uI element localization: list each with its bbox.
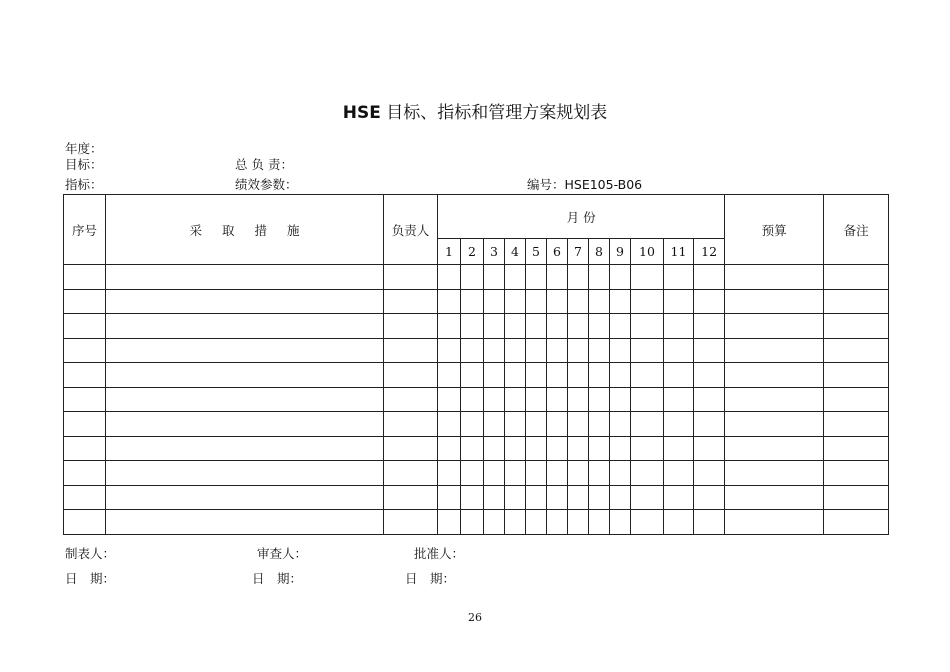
table-cell: [64, 510, 106, 535]
table-cell: [461, 485, 484, 510]
table-cell: [505, 314, 526, 339]
table-cell: [664, 436, 694, 461]
table-cell: [64, 338, 106, 363]
table-cell: [505, 485, 526, 510]
table-cell: [526, 412, 547, 437]
table-cell: [824, 461, 889, 486]
table-cell: [384, 363, 438, 388]
param-label: 绩效参数：: [235, 177, 298, 192]
table-cell: [631, 338, 664, 363]
table-cell: [438, 412, 461, 437]
table-cell: [484, 265, 505, 290]
table-cell: [664, 338, 694, 363]
table-cell: [725, 314, 824, 339]
table-cell: [610, 510, 631, 535]
table-cell: [664, 485, 694, 510]
month-header: 2: [461, 239, 484, 265]
table-cell: [526, 461, 547, 486]
table-cell: [589, 387, 610, 412]
table-cell: [484, 485, 505, 510]
table-cell: [589, 510, 610, 535]
table-cell: [725, 289, 824, 314]
owner-label: 总 负 责：: [235, 157, 293, 172]
month-header: 7: [568, 239, 589, 265]
table-cell: [568, 314, 589, 339]
table-cell: [64, 314, 106, 339]
table-cell: [694, 338, 725, 363]
table-cell: [547, 510, 568, 535]
table-cell: [610, 363, 631, 388]
table-cell: [526, 436, 547, 461]
table-cell: [64, 289, 106, 314]
table-cell: [631, 510, 664, 535]
table-cell: [484, 314, 505, 339]
month-header: 11: [664, 239, 694, 265]
table-cell: [547, 387, 568, 412]
table-cell: [64, 412, 106, 437]
table-cell: [631, 363, 664, 388]
reviewed-by-label: 审查人：: [257, 546, 308, 561]
header-budget: 预算: [725, 195, 824, 265]
table-cell: [64, 265, 106, 290]
table-cell: [438, 289, 461, 314]
table-cell: [438, 510, 461, 535]
table-cell: [664, 289, 694, 314]
table-cell: [526, 314, 547, 339]
table-cell: [824, 314, 889, 339]
table-cell: [547, 314, 568, 339]
table-cell: [694, 461, 725, 486]
indicator-label: 指标：: [65, 177, 103, 192]
table-cell: [64, 363, 106, 388]
table-cell: [589, 412, 610, 437]
table-cell: [64, 485, 106, 510]
table-cell: [610, 289, 631, 314]
table-row: [64, 338, 889, 363]
table-cell: [610, 461, 631, 486]
table-cell: [694, 363, 725, 388]
table-cell: [526, 363, 547, 388]
table-cell: [384, 461, 438, 486]
table-cell: [384, 412, 438, 437]
table-cell: [461, 314, 484, 339]
table-cell: [461, 289, 484, 314]
table-cell: [484, 461, 505, 486]
table-cell: [505, 412, 526, 437]
month-header: 10: [631, 239, 664, 265]
table-cell: [106, 363, 384, 388]
table-row: [64, 387, 889, 412]
table-cell: [64, 436, 106, 461]
table-cell: [631, 314, 664, 339]
table-cell: [694, 412, 725, 437]
table-cell: [461, 436, 484, 461]
table-cell: [438, 314, 461, 339]
table-cell: [505, 338, 526, 363]
table-cell: [664, 510, 694, 535]
table-cell: [694, 289, 725, 314]
table-cell: [610, 265, 631, 290]
table-cell: [694, 510, 725, 535]
month-header: 8: [589, 239, 610, 265]
table-cell: [484, 412, 505, 437]
table-cell: [484, 289, 505, 314]
table-cell: [547, 289, 568, 314]
table-cell: [461, 265, 484, 290]
table-cell: [725, 436, 824, 461]
table-cell: [106, 289, 384, 314]
table-cell: [461, 412, 484, 437]
table-cell: [725, 485, 824, 510]
table-cell: [694, 314, 725, 339]
table-cell: [384, 314, 438, 339]
table-cell: [484, 436, 505, 461]
table-cell: [461, 510, 484, 535]
table-cell: [505, 461, 526, 486]
table-cell: [547, 485, 568, 510]
target-label: 目标：: [65, 157, 103, 172]
table-cell: [438, 485, 461, 510]
header-remark: 备注: [824, 195, 889, 265]
table-cell: [547, 363, 568, 388]
table-cell: [547, 338, 568, 363]
table-cell: [64, 461, 106, 486]
table-cell: [106, 461, 384, 486]
code-label: 编号：HSE105-B06: [527, 177, 643, 192]
table-cell: [384, 265, 438, 290]
table-cell: [664, 387, 694, 412]
table-cell: [610, 314, 631, 339]
table-cell: [725, 265, 824, 290]
date-label-2: 日 期：: [252, 571, 303, 586]
table-cell: [106, 338, 384, 363]
table-cell: [589, 461, 610, 486]
table-cell: [589, 314, 610, 339]
table-cell: [631, 412, 664, 437]
month-header: 1: [438, 239, 461, 265]
year-label: 年度：: [65, 141, 103, 156]
table-cell: [384, 436, 438, 461]
title-rest: 目标、指标和管理方案规划表: [386, 103, 608, 123]
table-row: [64, 265, 889, 290]
table-cell: [505, 436, 526, 461]
table-row: [64, 510, 889, 535]
table-cell: [568, 412, 589, 437]
table-cell: [610, 338, 631, 363]
table-cell: [610, 387, 631, 412]
month-header: 3: [484, 239, 505, 265]
table-cell: [384, 510, 438, 535]
table-cell: [461, 461, 484, 486]
table-cell: [824, 485, 889, 510]
table-cell: [384, 289, 438, 314]
table-cell: [664, 314, 694, 339]
table-cell: [526, 289, 547, 314]
table-cell: [664, 461, 694, 486]
header-month: 月 份: [438, 195, 725, 239]
table-cell: [438, 461, 461, 486]
table-cell: [610, 436, 631, 461]
table-cell: [438, 436, 461, 461]
month-header: 5: [526, 239, 547, 265]
table-cell: [568, 289, 589, 314]
page-title: [0, 98, 950, 123]
title-prefix: HSE: [342, 103, 381, 123]
table-cell: [384, 338, 438, 363]
table-cell: [438, 338, 461, 363]
table-cell: [461, 338, 484, 363]
table-cell: [526, 265, 547, 290]
table-cell: [526, 485, 547, 510]
table-cell: [461, 363, 484, 388]
table-cell: [824, 510, 889, 535]
table-cell: [106, 314, 384, 339]
table-cell: [547, 265, 568, 290]
table-cell: [526, 510, 547, 535]
table-cell: [725, 510, 824, 535]
table-cell: [505, 289, 526, 314]
table-cell: [438, 387, 461, 412]
table-cell: [610, 412, 631, 437]
table-row: [64, 363, 889, 388]
table-cell: [568, 461, 589, 486]
table-cell: [824, 363, 889, 388]
table-cell: [664, 363, 694, 388]
table-cell: [725, 363, 824, 388]
table-row: [64, 314, 889, 339]
table-cell: [631, 387, 664, 412]
table-cell: [106, 510, 384, 535]
table-cell: [484, 363, 505, 388]
table-cell: [631, 485, 664, 510]
table-cell: [106, 412, 384, 437]
month-header: 12: [694, 239, 725, 265]
table-cell: [106, 485, 384, 510]
prepared-by-label: 制表人：: [65, 546, 116, 561]
table-cell: [106, 265, 384, 290]
table-cell: [725, 338, 824, 363]
table-cell: [526, 387, 547, 412]
table-cell: [484, 387, 505, 412]
table-cell: [824, 436, 889, 461]
table-cell: [568, 436, 589, 461]
table-cell: [664, 412, 694, 437]
date-label-1: 日 期：: [65, 571, 116, 586]
table-cell: [824, 289, 889, 314]
table-cell: [694, 436, 725, 461]
table-cell: [610, 485, 631, 510]
table-cell: [631, 265, 664, 290]
table-cell: [664, 265, 694, 290]
table-cell: [824, 412, 889, 437]
table-cell: [568, 338, 589, 363]
header-measures: 采取措施: [106, 195, 384, 265]
table-row: [64, 412, 889, 437]
date-label-3: 日 期：: [405, 571, 456, 586]
plan-table: [63, 194, 889, 535]
table-cell: [824, 387, 889, 412]
table-row: [64, 485, 889, 510]
table-row: [64, 436, 889, 461]
month-header: 9: [610, 239, 631, 265]
table-cell: [631, 461, 664, 486]
table-cell: [694, 387, 725, 412]
table-cell: [824, 265, 889, 290]
table-cell: [64, 387, 106, 412]
header-owner: 负责人: [384, 195, 438, 265]
table-cell: [438, 265, 461, 290]
table-cell: [484, 338, 505, 363]
table-cell: [589, 485, 610, 510]
table-cell: [547, 436, 568, 461]
table-cell: [505, 363, 526, 388]
table-cell: [547, 412, 568, 437]
table-cell: [589, 338, 610, 363]
table-cell: [725, 461, 824, 486]
table-cell: [438, 363, 461, 388]
table-cell: [589, 363, 610, 388]
page-number: 26: [468, 611, 482, 624]
table-cell: [461, 387, 484, 412]
month-header: 6: [547, 239, 568, 265]
table-cell: [384, 387, 438, 412]
table-cell: [589, 265, 610, 290]
table-cell: [568, 485, 589, 510]
table-row: [64, 461, 889, 486]
table-row: [64, 289, 889, 314]
table-cell: [106, 387, 384, 412]
table-cell: [106, 436, 384, 461]
table-cell: [568, 363, 589, 388]
table-cell: [505, 387, 526, 412]
table-cell: [568, 510, 589, 535]
table-cell: [384, 485, 438, 510]
table-cell: [694, 265, 725, 290]
table-cell: [589, 436, 610, 461]
table-cell: [526, 338, 547, 363]
table-cell: [547, 461, 568, 486]
table-cell: [631, 436, 664, 461]
table-cell: [824, 338, 889, 363]
table-cell: [694, 485, 725, 510]
table-cell: [484, 510, 505, 535]
header-seq: 序号: [64, 195, 106, 265]
table-cell: [631, 289, 664, 314]
month-header: 4: [505, 239, 526, 265]
table-cell: [568, 387, 589, 412]
table-cell: [568, 265, 589, 290]
table-cell: [505, 510, 526, 535]
table-cell: [725, 387, 824, 412]
table-cell: [589, 289, 610, 314]
table-cell: [505, 265, 526, 290]
table-cell: [725, 412, 824, 437]
approved-by-label: 批准人：: [414, 546, 465, 561]
